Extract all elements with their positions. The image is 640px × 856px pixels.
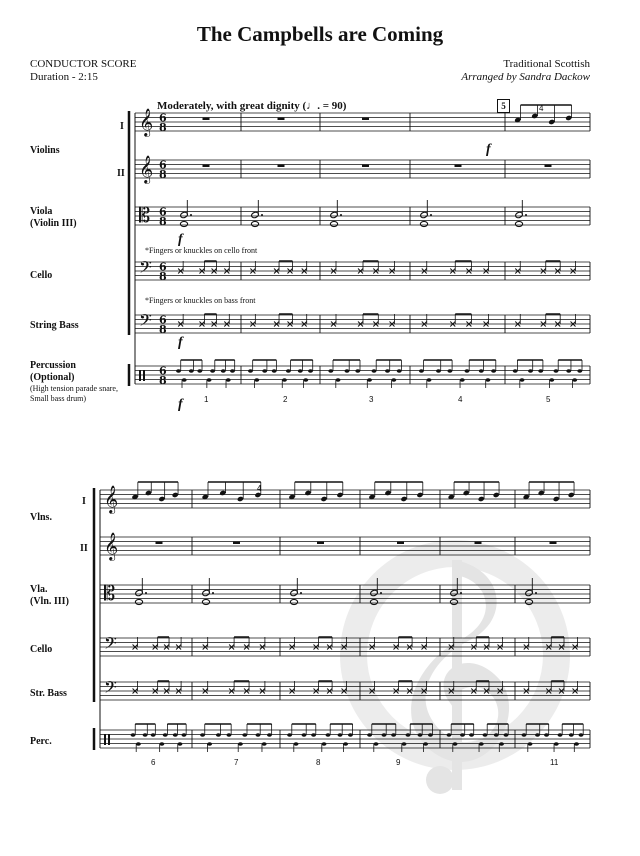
measure-number: 2 — [283, 395, 288, 404]
note-head — [254, 378, 259, 382]
score-type: CONDUCTOR SCORE — [30, 58, 137, 70]
note-head — [569, 733, 574, 737]
note-head — [308, 369, 313, 373]
bass-clef-icon: 𝄢 — [139, 310, 152, 334]
dot — [535, 592, 537, 594]
note-head — [303, 378, 308, 382]
whole-rest — [455, 165, 462, 168]
note-head — [302, 733, 307, 737]
note-head — [248, 369, 253, 373]
part-violin-1: I — [82, 496, 86, 507]
note-head — [391, 733, 396, 737]
measure-number: 3 — [369, 395, 374, 404]
note-head — [143, 733, 148, 737]
time-signature: 6 — [159, 205, 167, 219]
note-head — [202, 599, 209, 604]
dot — [190, 214, 192, 216]
note-head — [343, 742, 348, 746]
whole-rest — [156, 542, 163, 545]
label-violins: Violins — [30, 145, 60, 156]
dynamic-forte: f — [178, 397, 183, 412]
dot — [460, 592, 462, 594]
note-head — [538, 369, 543, 373]
time-signature: 6 — [159, 111, 167, 125]
note-head — [180, 221, 187, 226]
note-head — [372, 369, 377, 373]
label-cello: Cello — [30, 644, 53, 655]
note-head — [207, 742, 212, 746]
note-head — [577, 369, 582, 373]
staff-violin-1 — [100, 490, 590, 508]
note-head — [221, 369, 226, 373]
bass-clef-icon: 𝄢 — [104, 677, 117, 701]
note-head — [290, 599, 297, 604]
note-head — [207, 378, 212, 382]
note-head — [382, 733, 387, 737]
alto-clef-icon: 𝄡 — [104, 581, 116, 605]
note-head — [345, 369, 350, 373]
note-head — [135, 599, 142, 604]
measure-number: 7 — [234, 758, 239, 767]
note-head — [367, 378, 372, 382]
staff-cello — [135, 262, 590, 280]
note-head — [418, 733, 423, 737]
note-head — [406, 733, 411, 737]
label-viola: Viola (Violin III) — [30, 206, 77, 229]
note-head — [402, 742, 407, 746]
dynamic-forte: f — [178, 335, 183, 350]
page-title: The Campbells are Coming — [196, 22, 444, 46]
whole-rest — [362, 165, 369, 168]
note-head — [173, 733, 178, 737]
note-head — [486, 378, 491, 382]
whole-rest — [550, 542, 557, 545]
arranger: Arranged by Sandra Dackow — [461, 71, 590, 83]
note-head — [566, 369, 571, 373]
note-head — [513, 369, 518, 373]
alto-clef-icon: 𝄡 — [139, 203, 151, 227]
measure-number: 1 — [204, 395, 209, 404]
whole-rest — [203, 165, 210, 168]
note-head — [159, 742, 164, 746]
dynamic-forte: f — [178, 232, 183, 247]
note-head — [197, 369, 202, 373]
note-head — [326, 733, 331, 737]
fingering-mark: 4 — [539, 104, 544, 113]
note-head — [528, 369, 533, 373]
whole-rest — [545, 165, 552, 168]
label-string-bass: String Bass — [30, 320, 79, 331]
note-head — [385, 369, 390, 373]
whole-rest — [233, 542, 240, 545]
rehearsal-mark: 5 — [497, 99, 510, 113]
watermark-logo — [340, 540, 570, 794]
note-head — [182, 733, 187, 737]
note-head — [267, 733, 272, 737]
note-head — [460, 378, 465, 382]
note-head — [287, 733, 292, 737]
label-string-bass: Str. Bass — [30, 688, 67, 699]
whole-rest — [317, 542, 324, 545]
note-head — [256, 733, 261, 737]
note-head — [535, 733, 540, 737]
note-head — [558, 733, 563, 737]
staff-violin-1 — [135, 113, 590, 131]
time-signature: 8 — [159, 323, 167, 336]
note-head — [355, 369, 360, 373]
note-head — [294, 742, 299, 746]
note-head — [272, 369, 277, 373]
percussion-clef-icon — [139, 370, 141, 381]
label-percussion: Percussion (Optional) — [30, 360, 76, 383]
cello-note: *Fingers or knuckles on cello front — [145, 246, 258, 255]
note-head — [479, 369, 484, 373]
note-head — [374, 742, 379, 746]
note-head — [419, 369, 424, 373]
tempo-marking: Moderately, with great dignity (♩. = 90) — [157, 100, 347, 112]
note-head — [520, 378, 525, 382]
note-head — [549, 378, 554, 382]
bass-note: *Fingers or knuckles on bass front — [145, 296, 256, 305]
dot — [261, 214, 263, 216]
note-head — [572, 378, 577, 382]
note-head — [499, 742, 504, 746]
note-head — [579, 733, 584, 737]
measure-number: 9 — [396, 758, 401, 767]
note-head — [178, 742, 183, 746]
note-head — [227, 733, 232, 737]
dot — [340, 214, 342, 216]
note-head — [367, 733, 372, 737]
treble-clef-icon: 𝄞 — [104, 485, 119, 513]
note-head — [336, 378, 341, 382]
note-head — [216, 733, 221, 737]
note-head — [427, 378, 432, 382]
note-head — [554, 742, 559, 746]
dot — [145, 592, 147, 594]
note-head — [330, 221, 337, 226]
origin: Traditional Scottish — [503, 58, 590, 70]
treble-clef-icon: 𝄞 — [139, 155, 154, 183]
measure-number: 8 — [316, 758, 321, 767]
measure-number: 5 — [546, 395, 551, 404]
whole-rest — [278, 118, 285, 121]
staff-violin-2 — [100, 537, 590, 555]
note-head — [189, 369, 194, 373]
note-head — [242, 733, 247, 737]
note-head — [282, 378, 287, 382]
note-head — [251, 221, 258, 226]
percussion-detail: (High tension parade snare, Small bass drum) — [30, 384, 118, 403]
time-signature: 6 — [159, 158, 167, 172]
whole-rest — [397, 542, 404, 545]
note-head — [494, 733, 499, 737]
part-violin-1: I — [120, 121, 124, 132]
note-head — [448, 369, 453, 373]
time-signature: 8 — [159, 270, 167, 283]
part-violin-2: II — [80, 543, 88, 554]
measure-number: 4 — [458, 395, 463, 404]
note-head — [298, 369, 303, 373]
note-head — [151, 733, 156, 737]
note-head — [469, 733, 474, 737]
note-head — [338, 733, 343, 737]
part-violin-2: II — [117, 168, 125, 179]
bass-clef-icon: 𝄢 — [104, 633, 117, 657]
staff-violin-2 — [135, 160, 590, 178]
fingering-mark: 4 — [257, 484, 262, 493]
note-head — [574, 742, 579, 746]
treble-clef-icon: 𝄞 — [139, 108, 154, 136]
dot — [430, 214, 432, 216]
note-head — [479, 742, 484, 746]
measure-number: 11 — [550, 758, 559, 767]
note-head — [286, 369, 291, 373]
note-head — [528, 742, 533, 746]
note-head — [230, 369, 235, 373]
label-viola: Vla. (Vln. III) — [30, 584, 69, 607]
note-head — [163, 733, 168, 737]
note-head — [397, 369, 402, 373]
bass-clef-icon: 𝄢 — [139, 257, 152, 281]
note-head — [504, 733, 509, 737]
time-signature: 8 — [159, 168, 167, 181]
dot — [525, 214, 527, 216]
note-head — [176, 369, 181, 373]
whole-rest — [362, 118, 369, 121]
dynamic-forte: f — [486, 142, 491, 157]
percussion-clef-icon — [104, 734, 106, 745]
note-head — [136, 742, 141, 746]
note-head — [428, 733, 433, 737]
note-head — [447, 733, 452, 737]
time-signature: 6 — [159, 364, 167, 378]
note-head — [328, 369, 333, 373]
note-head — [182, 378, 187, 382]
note-head — [522, 733, 527, 737]
note-head — [465, 369, 470, 373]
note-head — [226, 378, 231, 382]
note-head — [420, 221, 427, 226]
label-cello: Cello — [30, 270, 53, 281]
note-head — [311, 733, 316, 737]
whole-rest — [475, 542, 482, 545]
note-head — [348, 733, 353, 737]
note-head — [544, 733, 549, 737]
label-violins: Vlns. — [30, 512, 52, 523]
whole-rest — [278, 165, 285, 168]
whole-rest — [203, 118, 210, 121]
dot — [300, 592, 302, 594]
time-signature: 6 — [159, 313, 167, 327]
dot — [212, 592, 214, 594]
note-head — [491, 369, 496, 373]
note-head — [238, 742, 243, 746]
note-head — [483, 733, 488, 737]
note-head — [131, 733, 136, 737]
note-head — [453, 742, 458, 746]
note-head — [262, 369, 267, 373]
note-head — [436, 369, 441, 373]
label-percussion: Perc. — [30, 736, 52, 747]
treble-clef-icon: 𝄞 — [104, 532, 119, 560]
note-head — [200, 733, 205, 737]
note-head — [423, 742, 428, 746]
note-head — [460, 733, 465, 737]
note-head — [515, 221, 522, 226]
note-head — [262, 742, 267, 746]
staff-bass — [135, 315, 590, 333]
note-head — [322, 742, 327, 746]
duration: Duration - 2:15 — [30, 71, 98, 83]
time-signature: 8 — [159, 374, 167, 387]
note-head — [554, 369, 559, 373]
measure-number: 6 — [151, 758, 156, 767]
note-head — [210, 369, 215, 373]
dot — [380, 592, 382, 594]
time-signature: 6 — [159, 260, 167, 274]
time-signature: 8 — [159, 121, 167, 134]
note-head — [391, 378, 396, 382]
time-signature: 8 — [159, 215, 167, 228]
